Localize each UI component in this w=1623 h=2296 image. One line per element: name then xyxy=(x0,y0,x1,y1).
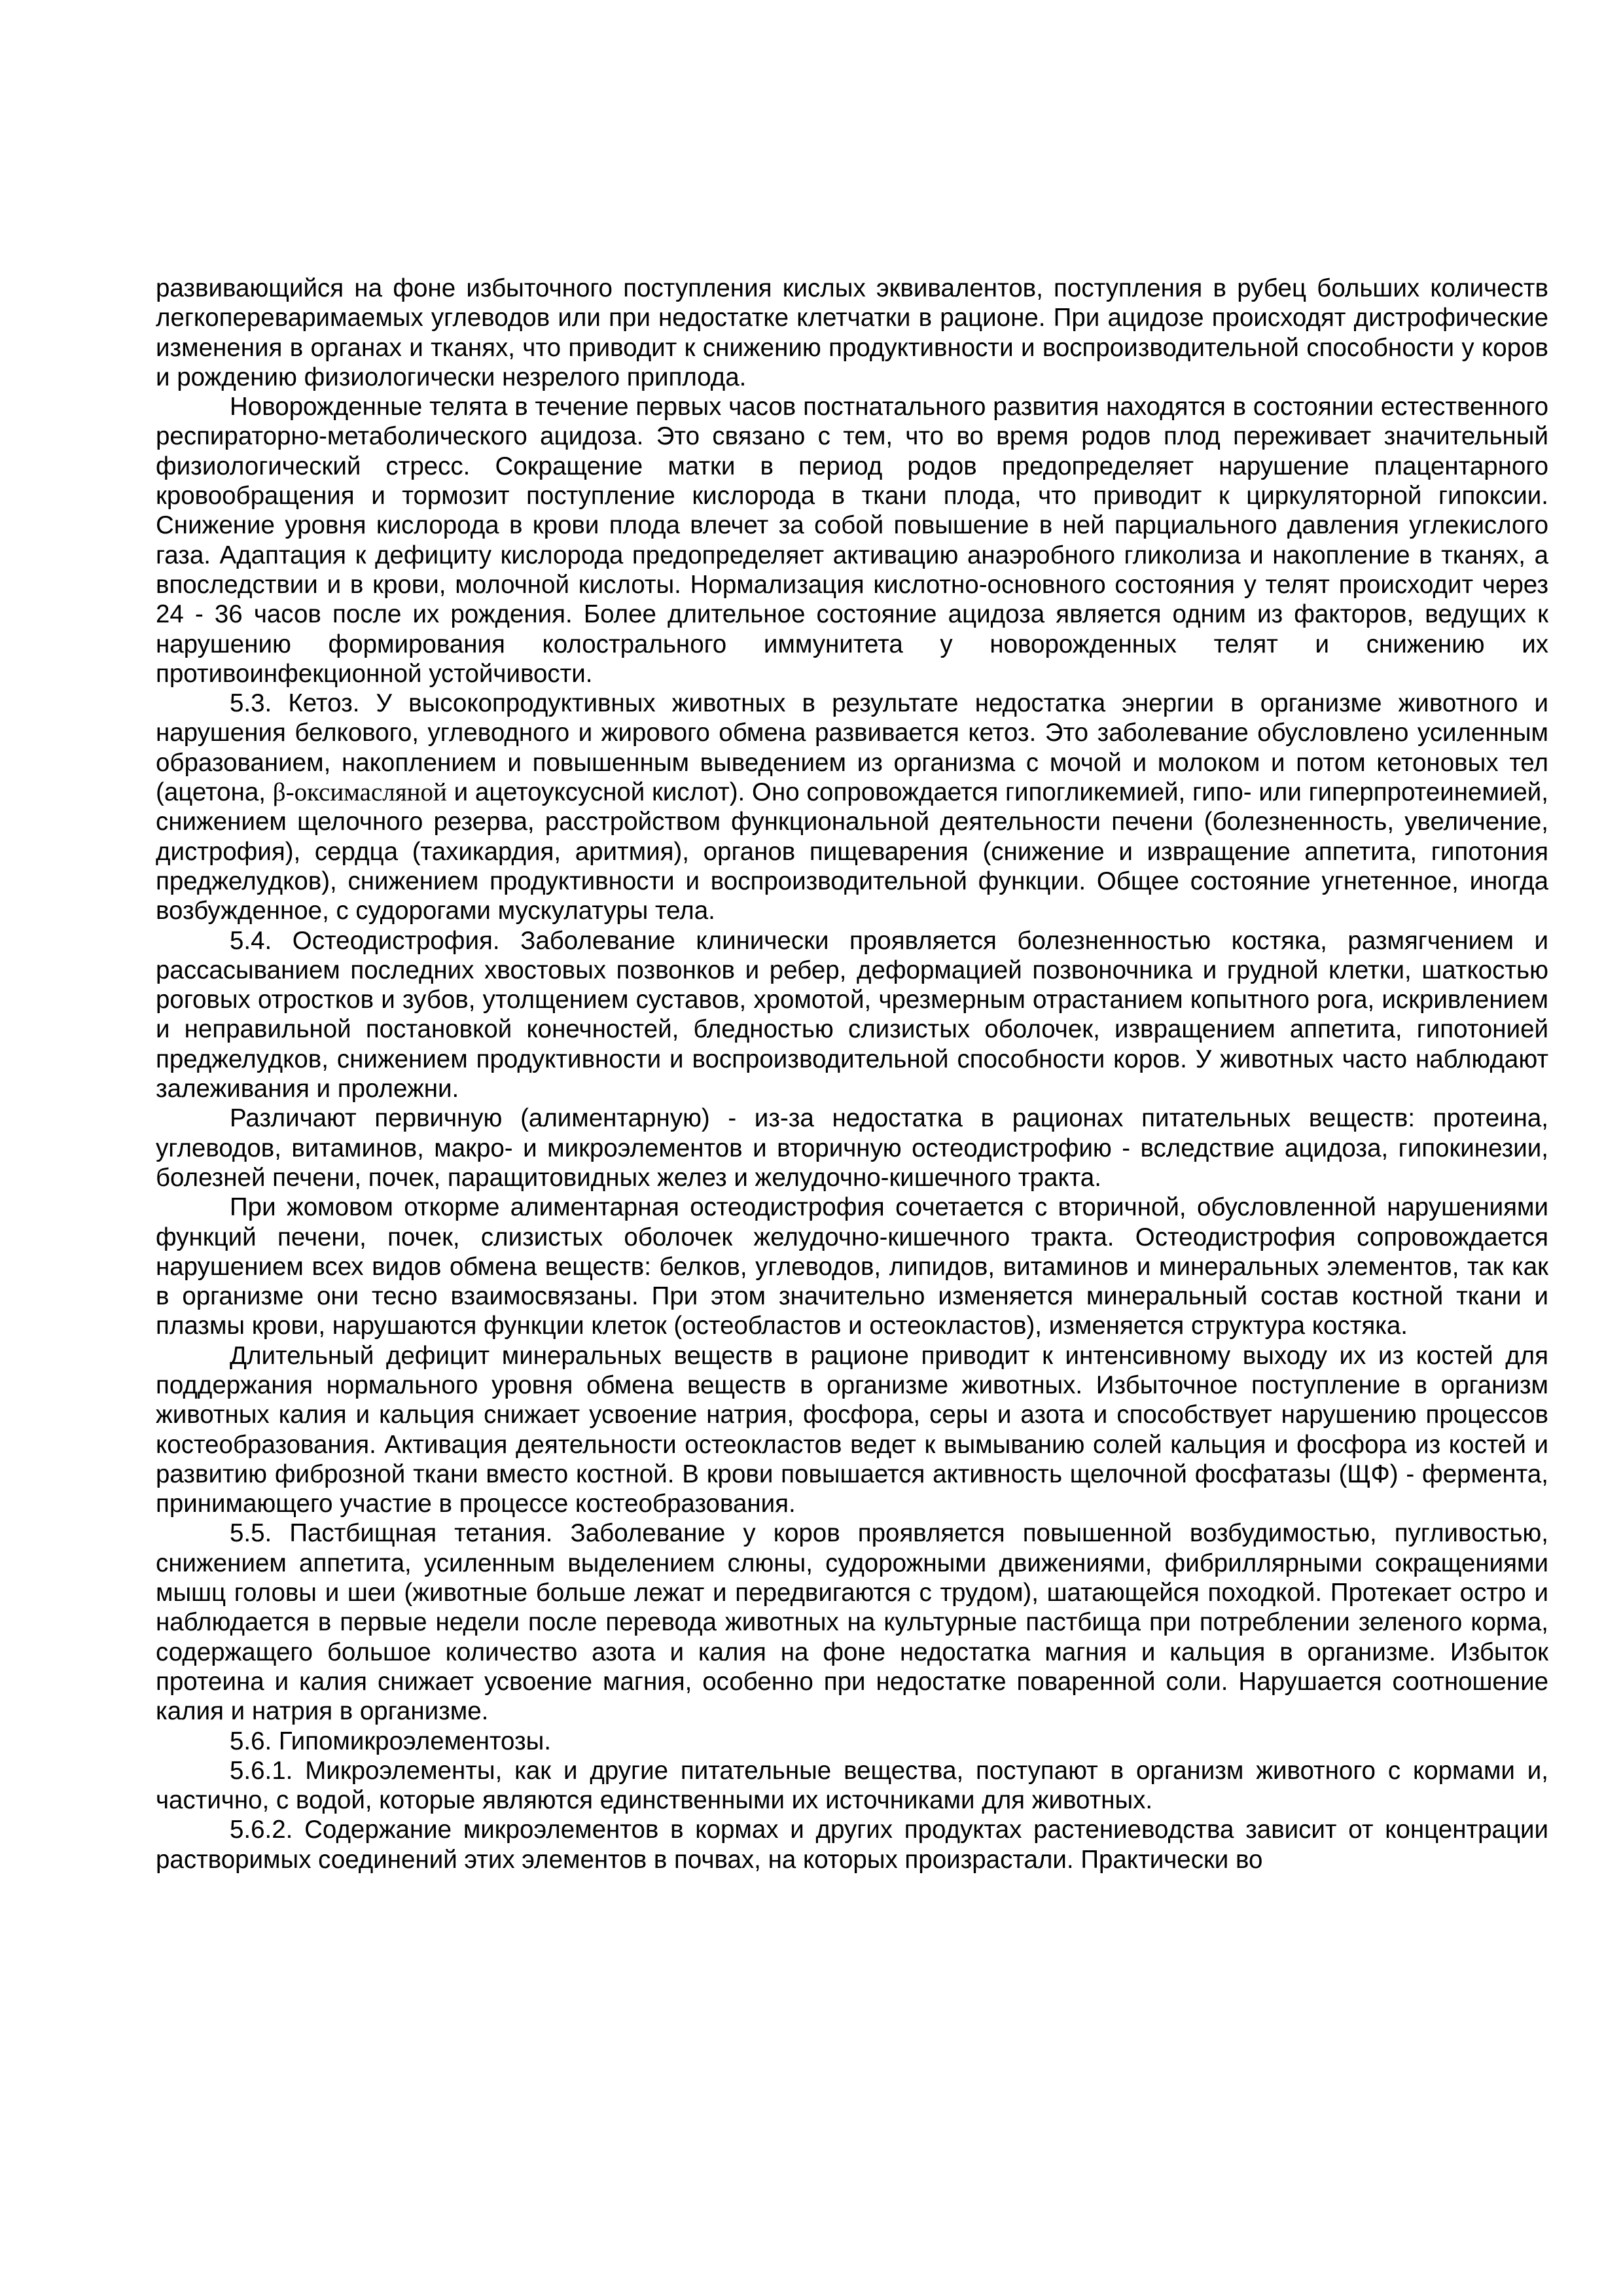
paragraph-newborn-calves: Новорожденные телята в течение первых часов постнатального развития находятся в состоянии естественного респираторно-метаболического ацидоза. Это связано с тем, что во время родов плод переживает значительный физиологический стресс. Сокращение матки в период родов предопределяет нарушение плацентарного кровообращения и тормозит поступление кислорода в ткани плода, что приводит к циркуляторной гипоксии. Снижение уровня кислорода в крови плода влечет за собой повышение в ней парциального давления углекислого газа. Адаптация к дефициту кислорода предопределяет активацию анаэробного гликолиза и накопление в тканях, а впоследствии и в крови, молочной кислоты. Нормализация кислотно-основного состояния у телят происходит через 24 - 36 часов после их рождения. Более длительное состояние ацидоза является одним из факторов, ведущих к нарушению формирования колострального иммунитета у новорожденных телят и снижению их противоинфекционной устойчивости. xyxy=(156,393,1548,688)
paragraph-osteodystrophy: 5.4. Остеодистрофия. Заболевание клинически проявляется болезненностью костяка, размягчением и рассасыванием последних хвостовых позвонков и ребер, деформацией позвоночника и грудной клетки, шаткостью роговых отростков и зубов, утолщением суставов, хромотой, чрезмерным отрастанием копытного рога, искривлением и неправильной постановкой конечностей, бледностью слизистых оболочек, извращением аппетита, гипотонией преджелудков, снижением продуктивности и воспроизводительной способности коров. У животных часто наблюдают залеживания и пролежни. xyxy=(156,926,1548,1103)
document-page xyxy=(156,274,1548,1874)
paragraph-microelements-content: 5.6.2. Содержание микроэлементов в кормах и других продуктах растениеводства зависит от концентрации растворимых соединений этих элементов в почвах, на которых произрастали. Практически во xyxy=(156,1816,1548,1874)
paragraph-pasture-tetany: 5.5. Пастбищная тетания. Заболевание у коров проявляется повышенной возбудимостью, пугливостью, снижением аппетита, усиленным выделением слюны, судорожными движениями, фибриллярными сокращениями мышц головы и шеи (животные больше лежат и передвигаются с трудом), шатающейся походкой. Протекает остро и наблюдается в первые недели после перевода животных на культурные пастбища при потреблении зеленого корма, содержащего большое количество азота и калия на фоне недостатка магния и кальция в организме. Избыток протеина и калия снижает усвоение магния, особенно при недостатке поваренной соли. Нарушается соотношение калия и натрия в организме. xyxy=(156,1519,1548,1726)
paragraph-hypomicroelementoses-heading: 5.6. Гипомикроэлементозы. xyxy=(230,1727,552,1755)
paragraph-mineral-deficit: Длительный дефицит минеральных веществ в рационе приводит к интенсивному выходу их из костей для поддержания нормального уровня обмена веществ в организме животных. Избыточное поступление в организм животных калия и кальция снижает усвоение натрия, фосфора, серы и азота и способствует нарушению процессов костеобразования. Активация деятельности остеокластов ведет к вымыванию солей кальция и фосфора из костей и развитию фиброзной ткани вместо костной. В крови повышается активность щелочной фосфатазы (ЩФ) - фермента, принимающего участие в процессе костеобразования. xyxy=(156,1341,1548,1518)
paragraph-primary-secondary: Различают первичную (алиментарную) - из-за недостатка в рационах питательных веществ: протеина, углеводов, витаминов, макро- и микроэлементов и вторичную остеодистрофию - вследствие ацидоза, гипокинезии, болезней печени, почек, паращитовидных желез и желудочно-кишечного тракта. xyxy=(156,1104,1548,1192)
paragraph-microelements-intake: 5.6.1. Микроэлементы, как и другие питательные вещества, поступают в организм животного с кормами и, частично, с водой, которые являются единственными их источниками для животных. xyxy=(156,1756,1548,1815)
paragraph-ketosis xyxy=(156,689,1548,925)
ketosis-text-after: и ацетоуксусной кислот). Оно сопровождается гипогликемией, гипо- или гиперпротеинемией, снижением щелочного резерва, расстройством функциональной деятельности печени (болезненность, увеличение, дистрофия), сердца (тахикардия, аритмия), органов пищеварения (снижение и извращение аппетита, гипотония преджелудков), снижением продуктивности и воспроизводительной функции. Общее состояние угнетенное, иногда возбужденное, с судорогами мускулатуры тела. xyxy=(156,778,1549,925)
paragraph-pulp-fattening: При жомовом откорме алиментарная остеодистрофия сочетается с вторичной, обусловленной нарушениями функций печени, почек, слизистых оболочек желудочно-кишечного тракта. Остеодистрофия сопровождается нарушением всех видов обмена веществ: белков, углеводов, липидов, витаминов и минеральных элементов, так как в организме они тесно взаимосвязаны. При этом значительно изменяется минеральный состав костной ткани и плазмы крови, нарушаются функции клеток (остеобластов и остеокластов), изменяется структура костяка. xyxy=(156,1193,1548,1340)
ketosis-term-beta-hydroxybutyric: β-оксимасляной xyxy=(272,778,447,807)
paragraph-acidosis-continuation: развивающийся на фоне избыточного поступления кислых эквивалентов, поступления в рубец больших количеств легкопереваримаемых углеводов или при недостатке клетчатки в рационе. При ацидозе происходят дистрофические изменения в органах и тканях, что приводит к снижению продуктивности и воспроизводительной способности у коров и рождению физиологически незрелого приплода. xyxy=(156,274,1548,391)
ketosis-text-before: 5.3. Кетоз. У высокопродуктивных животных в результате недостатка энергии в организме животного и нарушения белкового, углеводного и жирового обмена развивается кетоз. Это заболевание обусловлено усиленным образованием, накоплением и повышенным выведением из организма с мочой и молоком и потом кетоновых тел (ацетона, xyxy=(156,689,1548,807)
